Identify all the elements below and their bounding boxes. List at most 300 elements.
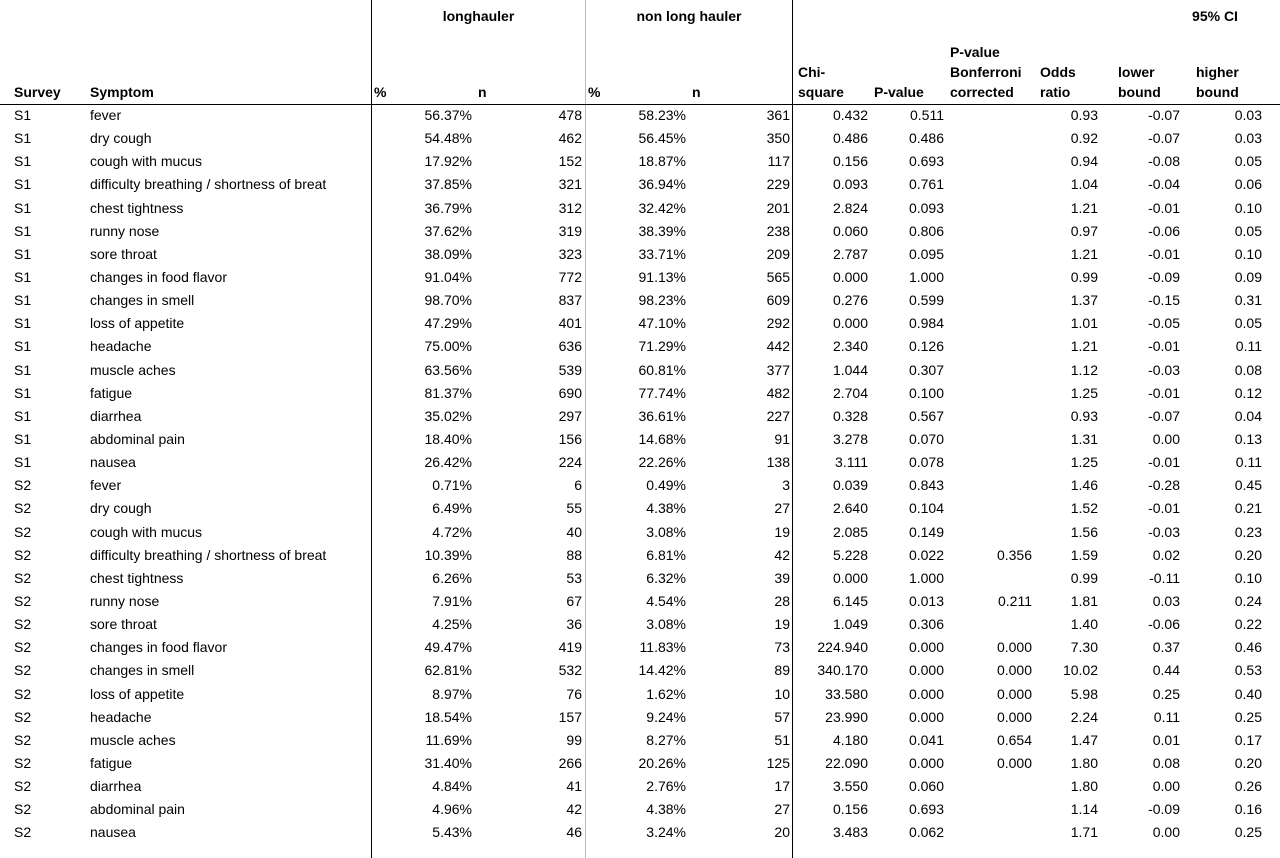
cell-higher: 0.22 — [1234, 616, 1262, 633]
cell-lh-pct: 8.97% — [432, 685, 472, 702]
cell-chi: 2.824 — [832, 199, 868, 216]
table-row — [0, 474, 1280, 497]
cell-pvalue: 0.806 — [908, 222, 944, 239]
header-chi-line1: Chi- — [798, 64, 826, 80]
cell-higher: 0.11 — [1235, 454, 1262, 471]
cell-lh-n: 41 — [566, 778, 582, 795]
cell-nl-pct: 38.39% — [638, 222, 686, 239]
cell-lh-n: 156 — [558, 430, 582, 447]
cell-lh-pct: 98.70% — [424, 292, 472, 309]
cell-higher: 0.25 — [1234, 708, 1262, 725]
cell-nl-n: 565 — [766, 268, 790, 285]
header-symptom: Symptom — [90, 84, 154, 100]
cell-nl-n: 91 — [774, 430, 790, 447]
header-lh-pct: % — [374, 84, 387, 100]
header-survey: Survey — [14, 84, 61, 100]
cell-nl-pct: 8.27% — [646, 731, 686, 748]
header-group-nonlong: non long hauler — [636, 8, 742, 24]
cell-lower: 0.00 — [1152, 430, 1180, 447]
cell-lower: 0.00 — [1152, 824, 1180, 841]
cell-bonf: 0.356 — [996, 546, 1032, 563]
cell-higher: 0.16 — [1234, 801, 1262, 818]
cell-nl-n: 51 — [774, 731, 790, 748]
cell-higher: 0.13 — [1234, 430, 1262, 447]
cell-symptom: dry cough — [90, 500, 152, 517]
table-row — [0, 798, 1280, 821]
cell-lh-pct: 54.48% — [424, 130, 472, 147]
header-pvalue: P-value — [874, 84, 924, 100]
cell-chi: 1.044 — [832, 361, 868, 378]
cell-nl-pct: 22.26% — [638, 454, 686, 471]
cell-odds: 0.92 — [1070, 130, 1098, 147]
cell-symptom: difficulty breathing / shortness of breat — [90, 176, 327, 193]
cell-nl-pct: 1.62% — [646, 685, 686, 702]
cell-lh-n: 76 — [566, 685, 582, 702]
header-higher-line2: bound — [1196, 84, 1239, 100]
cell-survey: S1 — [14, 245, 32, 262]
table-row — [0, 220, 1280, 243]
cell-nl-pct: 32.42% — [638, 199, 686, 216]
cell-symptom: fever — [90, 107, 122, 123]
cell-chi: 3.278 — [832, 430, 868, 447]
cell-lower: -0.05 — [1148, 315, 1180, 332]
cell-pvalue: 0.149 — [908, 523, 944, 540]
cell-higher: 0.25 — [1234, 824, 1262, 841]
cell-chi: 0.432 — [832, 107, 868, 123]
cell-chi: 0.328 — [832, 407, 868, 424]
table-row — [0, 821, 1280, 844]
cell-symptom: fever — [90, 477, 122, 494]
header-nl-n: n — [692, 84, 701, 100]
header-bonf-line2: Bonferroni — [950, 64, 1022, 80]
cell-lower: -0.15 — [1148, 292, 1180, 309]
cell-symptom: runny nose — [90, 222, 160, 239]
cell-lh-pct: 4.96% — [432, 801, 472, 818]
cell-pvalue: 0.078 — [908, 454, 944, 471]
cell-lh-pct: 31.40% — [424, 754, 472, 771]
cell-symptom: headache — [90, 338, 152, 355]
cell-survey: S1 — [14, 338, 32, 355]
cell-lh-n: 401 — [558, 315, 582, 332]
cell-nl-n: 89 — [774, 662, 790, 679]
cell-pvalue: 0.567 — [908, 407, 944, 424]
cell-lh-pct: 81.37% — [424, 384, 472, 401]
cell-odds: 0.94 — [1070, 153, 1098, 170]
cell-higher: 0.04 — [1234, 407, 1262, 424]
table-row — [0, 359, 1280, 382]
cell-higher: 0.10 — [1234, 199, 1262, 216]
cell-chi: 1.049 — [832, 616, 868, 633]
cell-nl-n: 227 — [766, 407, 790, 424]
cell-lower: -0.03 — [1148, 523, 1180, 540]
cell-lh-n: 152 — [558, 153, 582, 170]
cell-symptom: changes in smell — [90, 662, 195, 679]
cell-odds: 1.25 — [1070, 454, 1098, 471]
cell-lh-n: 42 — [566, 801, 582, 818]
header-chi-line2: square — [798, 84, 844, 100]
cell-survey: S2 — [14, 754, 32, 771]
cell-bonf: 0.654 — [996, 731, 1032, 748]
cell-pvalue: 0.307 — [908, 361, 944, 378]
cell-chi: 6.145 — [832, 592, 868, 609]
cell-higher: 0.08 — [1234, 361, 1262, 378]
cell-bonf: 0.000 — [996, 685, 1032, 702]
cell-survey: S1 — [14, 407, 32, 424]
table-row — [0, 382, 1280, 405]
cell-survey: S1 — [14, 153, 32, 170]
cell-pvalue: 0.761 — [908, 176, 944, 193]
cell-lh-n: 36 — [566, 616, 582, 633]
cell-lh-n: 99 — [566, 731, 582, 748]
cell-odds: 1.56 — [1070, 523, 1098, 540]
cell-nl-n: 27 — [774, 801, 790, 818]
cell-higher: 0.20 — [1234, 546, 1262, 563]
cell-survey: S2 — [14, 824, 32, 841]
header-higher-line1: higher — [1196, 64, 1239, 80]
table-row — [0, 428, 1280, 451]
cell-survey: S1 — [14, 292, 32, 309]
cell-symptom: dry cough — [90, 130, 152, 147]
cell-lh-pct: 7.91% — [432, 592, 472, 609]
cell-lh-n: 157 — [558, 708, 582, 725]
table-row — [0, 567, 1280, 590]
cell-lower: -0.07 — [1148, 107, 1180, 123]
cell-nl-n: 609 — [766, 292, 790, 309]
table-row — [0, 173, 1280, 196]
cell-lower: -0.09 — [1148, 268, 1180, 285]
cell-lh-n: 321 — [558, 176, 582, 193]
cell-symptom: changes in food flavor — [90, 268, 227, 285]
cell-chi: 33.580 — [825, 685, 868, 702]
cell-chi: 4.180 — [832, 731, 868, 748]
cell-bonf: 0.000 — [996, 754, 1032, 771]
cell-odds: 1.21 — [1070, 245, 1098, 262]
cell-survey: S1 — [14, 107, 32, 123]
cell-nl-pct: 36.61% — [638, 407, 686, 424]
cell-symptom: difficulty breathing / shortness of breat — [90, 546, 327, 563]
cell-nl-n: 117 — [767, 153, 790, 170]
cell-lower: -0.01 — [1148, 199, 1180, 216]
cell-odds: 0.99 — [1070, 569, 1098, 586]
cell-odds: 0.93 — [1070, 107, 1098, 123]
cell-lh-pct: 37.62% — [424, 222, 472, 239]
cell-lower: 0.44 — [1152, 662, 1180, 679]
cell-chi: 3.111 — [835, 454, 868, 471]
cell-nl-pct: 56.45% — [638, 130, 686, 147]
cell-lh-pct: 49.47% — [424, 639, 472, 656]
cell-pvalue: 0.486 — [908, 130, 944, 147]
cell-nl-pct: 11.83% — [639, 639, 686, 656]
cell-lower: -0.07 — [1148, 130, 1180, 147]
cell-pvalue: 0.000 — [908, 754, 944, 771]
table-row — [0, 775, 1280, 798]
cell-lower: -0.01 — [1148, 338, 1180, 355]
cell-symptom: chest tightness — [90, 569, 184, 586]
cell-lh-n: 312 — [558, 199, 582, 216]
cell-pvalue: 0.000 — [908, 639, 944, 656]
header-group-longhauler: longhauler — [442, 8, 515, 24]
cell-lh-n: 323 — [558, 245, 582, 262]
cell-pvalue: 0.060 — [908, 778, 944, 795]
cell-chi: 0.000 — [832, 268, 868, 285]
cell-nl-n: 73 — [774, 639, 790, 656]
cell-odds: 1.25 — [1070, 384, 1098, 401]
cell-survey: S2 — [14, 685, 32, 702]
cell-lh-n: 297 — [558, 407, 582, 424]
cell-nl-pct: 3.08% — [646, 616, 686, 633]
cell-nl-pct: 3.24% — [646, 824, 686, 841]
cell-bonf: 0.000 — [996, 662, 1032, 679]
cell-lh-pct: 6.26% — [432, 569, 472, 586]
cell-symptom: diarrhea — [90, 407, 142, 424]
cell-symptom: muscle aches — [90, 361, 176, 378]
cell-pvalue: 0.041 — [908, 731, 944, 748]
cell-odds: 1.81 — [1070, 592, 1098, 609]
cell-symptom: abdominal pain — [90, 430, 185, 447]
header-odds-line1: Odds — [1040, 64, 1076, 80]
cell-higher: 0.06 — [1234, 176, 1262, 193]
cell-chi: 22.090 — [825, 754, 868, 771]
cell-nl-n: 19 — [774, 616, 790, 633]
cell-higher: 0.17 — [1234, 731, 1262, 748]
table-row — [0, 521, 1280, 544]
cell-odds: 1.80 — [1070, 778, 1098, 795]
cell-higher: 0.26 — [1234, 778, 1262, 795]
cell-lh-pct: 6.49% — [432, 500, 472, 517]
table-row — [0, 636, 1280, 659]
cell-survey: S2 — [14, 662, 32, 679]
cell-symptom: changes in smell — [90, 292, 195, 309]
cell-lh-pct: 4.84% — [432, 778, 472, 795]
cell-lh-pct: 11.69% — [425, 731, 472, 748]
cell-lh-pct: 63.56% — [424, 361, 472, 378]
cell-lh-n: 636 — [558, 338, 582, 355]
cell-lh-n: 419 — [558, 639, 582, 656]
cell-lh-pct: 47.29% — [424, 315, 472, 332]
cell-survey: S1 — [14, 454, 32, 471]
cell-lower: 0.37 — [1152, 639, 1180, 656]
cell-nl-pct: 9.24% — [646, 708, 686, 725]
cell-nl-pct: 20.26% — [638, 754, 686, 771]
cell-lower: -0.09 — [1148, 801, 1180, 818]
cell-nl-pct: 14.68% — [638, 430, 686, 447]
cell-chi: 224.940 — [817, 639, 868, 656]
cell-chi: 0.039 — [832, 477, 868, 494]
cell-survey: S1 — [14, 222, 32, 239]
cell-higher: 0.45 — [1234, 477, 1262, 494]
cell-chi: 2.787 — [832, 245, 868, 262]
cell-nl-n: 10 — [774, 685, 790, 702]
cell-odds: 1.37 — [1070, 292, 1098, 309]
cell-nl-n: 28 — [774, 592, 790, 609]
cell-pvalue: 0.095 — [908, 245, 944, 262]
cell-lh-pct: 91.04% — [424, 268, 472, 285]
cell-higher: 0.11 — [1235, 338, 1262, 355]
cell-higher: 0.20 — [1234, 754, 1262, 771]
cell-chi: 0.000 — [832, 315, 868, 332]
cell-nl-n: 442 — [766, 338, 790, 355]
cell-lh-n: 67 — [566, 592, 582, 609]
cell-chi: 2.340 — [832, 338, 868, 355]
table-row — [0, 451, 1280, 474]
cell-lh-pct: 38.09% — [424, 245, 472, 262]
cell-chi: 2.640 — [832, 500, 868, 517]
cell-nl-pct: 18.87% — [638, 153, 686, 170]
cell-chi: 23.990 — [825, 708, 868, 725]
cell-odds: 1.71 — [1070, 824, 1098, 841]
cell-nl-n: 350 — [766, 130, 790, 147]
cell-lh-pct: 18.40% — [424, 430, 472, 447]
cell-lh-n: 478 — [558, 107, 582, 123]
cell-lh-pct: 62.81% — [424, 662, 472, 679]
cell-lh-pct: 75.00% — [424, 338, 472, 355]
cell-lower: 0.25 — [1152, 685, 1180, 702]
cell-nl-n: 238 — [766, 222, 790, 239]
table-row — [0, 613, 1280, 636]
cell-pvalue: 0.693 — [908, 801, 944, 818]
cell-odds: 1.47 — [1070, 731, 1098, 748]
cell-odds: 0.97 — [1070, 222, 1098, 239]
cell-nl-n: 138 — [766, 454, 790, 471]
table-row — [0, 127, 1280, 150]
cell-survey: S2 — [14, 778, 32, 795]
cell-nl-pct: 4.38% — [646, 801, 686, 818]
cell-lower: -0.06 — [1148, 616, 1180, 633]
cell-higher: 0.05 — [1234, 153, 1262, 170]
table-row — [0, 289, 1280, 312]
cell-higher: 0.23 — [1234, 523, 1262, 540]
cell-survey: S2 — [14, 616, 32, 633]
cell-symptom: cough with mucus — [90, 523, 203, 540]
cell-symptom: changes in food flavor — [90, 639, 227, 656]
cell-nl-pct: 77.74% — [638, 384, 686, 401]
cell-lh-n: 772 — [558, 268, 582, 285]
cell-survey: S1 — [14, 176, 32, 193]
cell-higher: 0.03 — [1234, 130, 1262, 147]
cell-lower: 0.03 — [1152, 592, 1180, 609]
cell-nl-n: 57 — [774, 708, 790, 725]
cell-higher: 0.24 — [1234, 592, 1262, 609]
cell-chi: 2.085 — [832, 523, 868, 540]
cell-chi: 0.276 — [832, 292, 868, 309]
cell-lh-pct: 36.79% — [424, 199, 472, 216]
cell-pvalue: 0.126 — [908, 338, 944, 355]
cell-lower: 0.01 — [1152, 731, 1180, 748]
cell-lh-n: 532 — [558, 662, 582, 679]
header-lower-line1: lower — [1118, 64, 1155, 80]
cell-nl-n: 361 — [766, 107, 790, 123]
cell-pvalue: 0.000 — [908, 708, 944, 725]
table-row — [0, 752, 1280, 775]
table-row — [0, 150, 1280, 173]
cell-higher: 0.31 — [1234, 292, 1262, 309]
cell-lh-n: 319 — [558, 222, 582, 239]
header-nl-pct: % — [588, 84, 601, 100]
cell-lh-n: 88 — [566, 546, 582, 563]
cell-nl-n: 482 — [766, 384, 790, 401]
cell-chi: 3.483 — [832, 824, 868, 841]
table-row — [0, 659, 1280, 682]
cell-symptom: cough with mucus — [90, 153, 203, 170]
cell-pvalue: 0.693 — [908, 153, 944, 170]
cell-odds: 1.59 — [1070, 546, 1098, 563]
cell-pvalue: 0.000 — [908, 662, 944, 679]
cell-lh-pct: 4.72% — [432, 523, 472, 540]
cell-lower: -0.11 — [1149, 569, 1180, 586]
cell-chi: 2.704 — [832, 384, 868, 401]
cell-pvalue: 0.306 — [908, 616, 944, 633]
cell-bonf: 0.000 — [996, 708, 1032, 725]
header-bonf-line3: corrected — [950, 84, 1014, 100]
cell-pvalue: 0.070 — [908, 430, 944, 447]
table-body — [0, 104, 1280, 845]
cell-chi: 0.156 — [832, 801, 868, 818]
cell-survey: S1 — [14, 430, 32, 447]
cell-odds: 2.24 — [1070, 708, 1098, 725]
cell-higher: 0.05 — [1234, 222, 1262, 239]
table-row — [0, 312, 1280, 335]
cell-odds: 1.12 — [1070, 361, 1098, 378]
cell-lower: -0.06 — [1148, 222, 1180, 239]
cell-lh-n: 690 — [558, 384, 582, 401]
cell-odds: 10.02 — [1062, 662, 1098, 679]
cell-pvalue: 0.062 — [908, 824, 944, 841]
cell-nl-n: 3 — [782, 477, 790, 494]
cell-odds: 5.98 — [1070, 685, 1098, 702]
cell-lh-pct: 4.25% — [432, 616, 472, 633]
cell-symptom: fatigue — [90, 754, 133, 771]
cell-survey: S2 — [14, 569, 32, 586]
cell-nl-pct: 6.32% — [646, 569, 686, 586]
cell-nl-pct: 71.29% — [638, 338, 686, 355]
header-odds-line2: ratio — [1040, 84, 1071, 100]
cell-lower: 0.00 — [1152, 778, 1180, 795]
cell-lh-n: 53 — [566, 569, 582, 586]
cell-nl-pct: 58.23% — [638, 107, 686, 123]
cell-lh-pct: 0.71% — [432, 477, 472, 494]
cell-survey: S1 — [14, 199, 32, 216]
cell-pvalue: 0.104 — [908, 500, 944, 517]
cell-pvalue: 0.511 — [910, 107, 944, 123]
cell-odds: 1.14 — [1070, 801, 1098, 818]
cell-lh-n: 266 — [558, 754, 582, 771]
cell-nl-n: 229 — [766, 176, 790, 193]
cell-lh-pct: 17.92% — [424, 153, 472, 170]
header-lower-line2: bound — [1118, 84, 1161, 100]
cell-survey: S1 — [14, 384, 32, 401]
cell-nl-n: 17 — [774, 778, 790, 795]
cell-lh-pct: 18.54% — [424, 708, 472, 725]
cell-pvalue: 0.100 — [908, 384, 944, 401]
cell-lower: -0.01 — [1148, 245, 1180, 262]
cell-survey: S2 — [14, 523, 32, 540]
cell-lh-n: 6 — [574, 477, 582, 494]
cell-nl-pct: 47.10% — [638, 315, 686, 332]
cell-symptom: sore throat — [90, 616, 157, 633]
cell-survey: S2 — [14, 708, 32, 725]
cell-nl-n: 292 — [766, 315, 790, 332]
cell-lh-n: 462 — [558, 130, 582, 147]
cell-nl-pct: 60.81% — [638, 361, 686, 378]
cell-symptom: fatigue — [90, 384, 133, 401]
table-row — [0, 683, 1280, 706]
cell-nl-n: 20 — [774, 824, 790, 841]
cell-lh-pct: 35.02% — [424, 407, 472, 424]
cell-chi: 5.228 — [832, 546, 868, 563]
cell-higher: 0.21 — [1234, 500, 1262, 517]
cell-chi: 3.550 — [832, 778, 868, 795]
cell-nl-pct: 14.42% — [638, 662, 686, 679]
